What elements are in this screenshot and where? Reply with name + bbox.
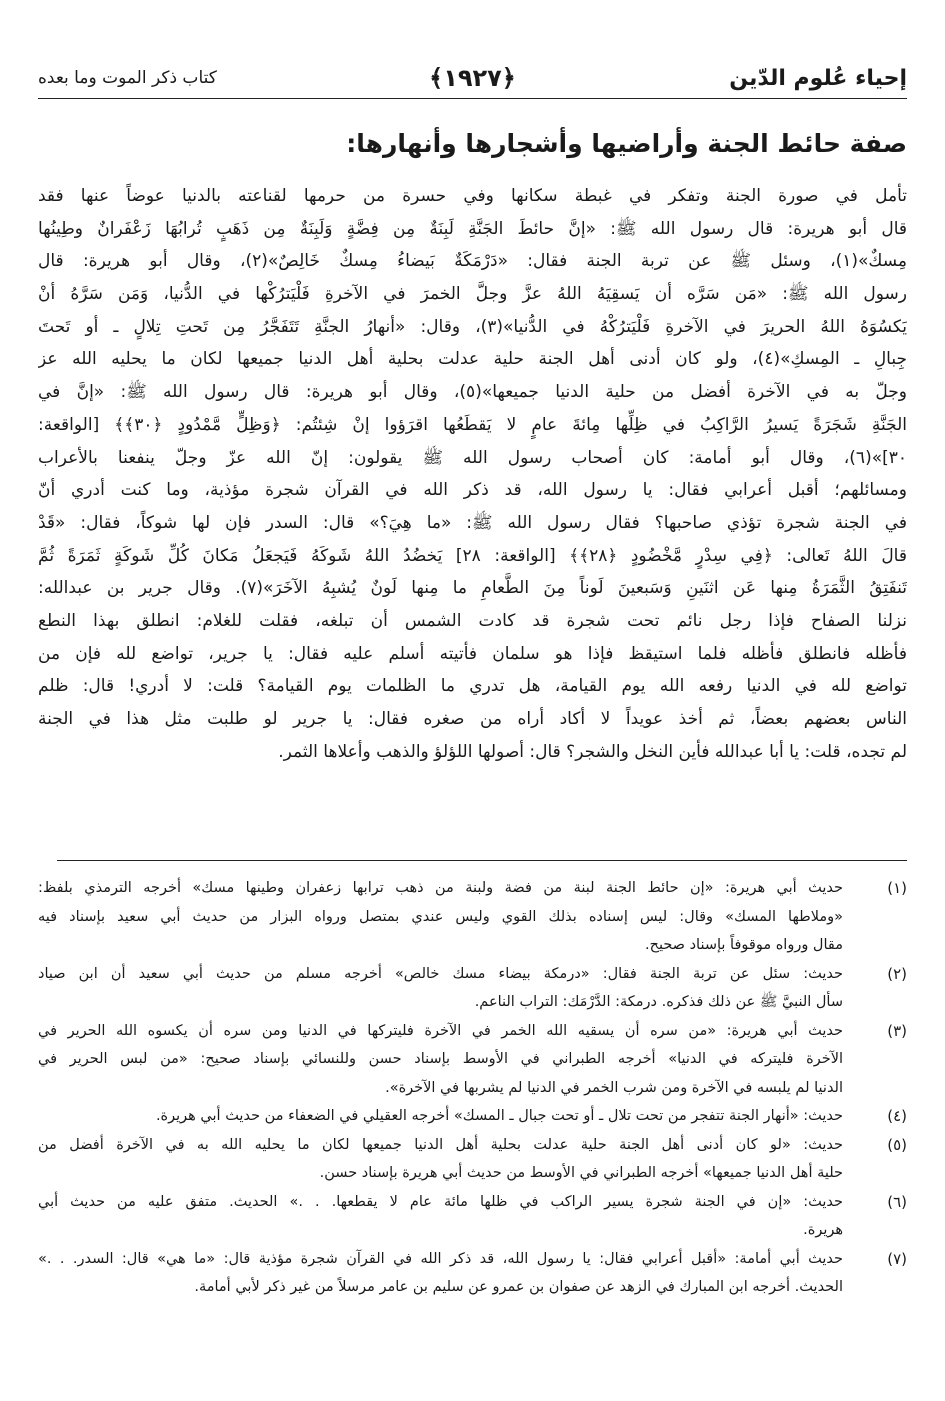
footnote-number: (٢) bbox=[887, 964, 907, 983]
footnote-text bbox=[38, 874, 843, 960]
book-title: إحياء عُلوم الدّين bbox=[729, 66, 907, 91]
footnote-line: حديث: سئل عن تربة الجنة فقال: «درمكة بيضاء مسك خالص» أخرجه مسلم من حديث أبي سعيد أن ابن صياد bbox=[38, 965, 843, 982]
footnote-number: (٤) bbox=[887, 1107, 907, 1125]
footnote-text bbox=[38, 1102, 843, 1131]
text-line: قال أبو هريرة: قال رسول الله ﷺ: «إنَّ حائطَ الجَنَّةِ لَبِنَةٌ مِن فِضَّةٍ وَلَبِنَةٌ مِن ذَهَبٍ تُرابُهَا زَعْفَرانٌ وطِينُها bbox=[38, 218, 907, 239]
footnote-line: الآخرة فليتركه في الدنيا» أخرجه الطبراني في الأوسط بإسناد حسن وللنسائي بإسناد صحيح: «من لبس الحرير في bbox=[38, 1051, 843, 1067]
footnote-line: الدنيا لم يلبسه في الآخرة ومن شرب الخمر في الدنيا لم يشربها في الآخرة». bbox=[385, 1079, 843, 1096]
text-line: مِسكٌ»(١)، وسئل ﷺ عن تربة الجنة فقال: «دَرْمَكَةٌ بَيضاءُ مِسكٌ خَالِصٌ»(٢)، وقال أبو هريرة: قال bbox=[38, 251, 907, 272]
text-line: تَنفَتِقُ الثَّمَرَةُ مِنها عَن اثنَينِ وَسَبعينَ لَوناً مِنَ الطَّعامِ ما مِنها لَونٌ يُشبِهُ الآخَرَ»(٧). وقال جرير بن عبدالله: bbox=[38, 578, 907, 599]
footnote bbox=[38, 874, 907, 960]
footnote bbox=[38, 1017, 907, 1103]
text-line: يَكسُوَهُ اللهُ الحريرَ في الآخرةِ فَلْيَترُكْهُ في الدُّنيا»(٣)، وقال: «أنهارُ الجنَّةِ تَتَفَجَّرُ مِن تَحتِ تِلالٍ ـ أو تَحتَ bbox=[38, 316, 907, 337]
footnote-line: حديث: «لو كان أدنى أهل الجنة حلية عدلت بحلية أهل الدنيا جميعها لكان ما يحليه الله به في الآخرة أفضل من bbox=[38, 1136, 843, 1153]
section-title: صفة حائط الجنة وأراضيها وأشجارها وأنهارها: bbox=[346, 129, 907, 158]
footnote-text bbox=[38, 1131, 843, 1188]
footnote bbox=[38, 1245, 907, 1302]
page-number: ﴿١٩٢٧﴾ bbox=[429, 64, 516, 92]
footnote-line: مقال ورواه موقوفاً بإسناد صحيح. bbox=[644, 937, 843, 953]
text-line: ٣٠]»(٦)، وقال أبو أمامة: كان أصحاب رسول الله ﷺ يقولون: إنّ الله عزّ وجلّ ينفعنا بالأعراب bbox=[38, 447, 907, 468]
footnote-line: الحديث. أخرجه ابن المبارك في الزهد عن صفوان بن عمرو عن سليم بن عامر مرسلاً من غير ذكر لأبي أمامة. bbox=[194, 1279, 843, 1295]
text-line: رسول الله ﷺ: «مَن سَرَّه أن يَسقِيَهُ اللهُ عزَّ وجلَّ الخمرَ في الآخرةِ فَلْيَترُكْها في الدُّنيا، وَمَن سَرَّهُ أنْ bbox=[38, 284, 907, 305]
footnote-line: «وملاطها المسك» وقال: ليس إسناده بذلك القوي وليس عندي بمتصل ورواه البزار من حديث أبي سعيد بإسناد فيه bbox=[38, 908, 843, 925]
footnote-line: حديث: «إن في الجنة شجرة يسير الراكب في ظلها مائة عام لا يقطعها. . .» الحديث. متفق عليه من حديث أبي bbox=[38, 1193, 843, 1210]
footnote-line: حديث أبي هريرة: «إن حائط الجنة لبنة من فضة ولبنة من ذهب ترابها زعفران وطينها مسك» أخرجه الترمذي بلفظ: bbox=[38, 880, 843, 896]
text-line: في الجنة شجرة تؤذي صاحبها؟ فقال رسول الله ﷺ: «ما هِيَ؟» قال: السدر فإن لها شوكاً، فقال: «قَدْ bbox=[38, 512, 907, 533]
text-line: تأمل في صورة الجنة وتفكر في غبطة سكانها وفي حسرة من حرمها لقناعته بالدنيا عوضاً عنها فقد bbox=[38, 186, 907, 206]
text-line: الجَنَّةِ شَجَرَةً يَسيرُ الرَّاكِبُ في ظِلِّها مِائةَ عامٍ لا يَقطَعُها اقرَؤوا إنْ شِئتُم: ﴿وَظِلٍّ مَّمْدُودٍ ﴿٣٠﴾﴾ [الواقعة: bbox=[38, 414, 907, 435]
text-line: نزلنا الصفاح فإذا رجل نائم تحت شجرة قد كادت الشمس أن تبلغه، فقلت للغلام: انطلق بهذا النطع bbox=[38, 610, 907, 631]
footnote-text bbox=[38, 1188, 843, 1245]
text-line: جِبالِ ـ المِسكِ»(٤)، ولو كان أدنى أهل الجنة حلية عدلت بحلية أهل الدنيا جميعها لكان ما يحليه الله عز bbox=[38, 349, 907, 370]
text-line: وجلّ به في الآخرة أفضل من حلية الدنيا جميعها»(٥)، وقال أبو هريرة: قال رسول الله ﷺ: «إنَّ في bbox=[38, 382, 907, 403]
footnote bbox=[38, 1188, 907, 1245]
footnotes bbox=[38, 874, 907, 1302]
footnote-line: حديث: «أنهار الجنة تتفجر من تحت تلال ـ أو تحت جبال ـ المسك» أخرجه العقيلي في الضعفاء من حديث أبي هريرة. bbox=[155, 1108, 843, 1124]
footnote-number: (٥) bbox=[887, 1135, 907, 1154]
text-line: قالَ اللهُ تَعالى: ﴿فِي سِدْرٍ مَّخْضُودٍ ﴿٢٨﴾﴾ [الواقعة: ٢٨] يَخضُدُ اللهُ شَوكَهُ فَيَجعَلُ مَكانَ كُلِّ شَوكَةٍ ثَمَرَةً ثُمَّ bbox=[38, 545, 907, 566]
footnote-text bbox=[38, 960, 843, 1017]
footnote-divider bbox=[57, 860, 907, 861]
footnote bbox=[38, 1131, 907, 1188]
footnote-line: حديث أبي هريرة: «من سره أن يسقيه الله الخمر في الآخرة فليتركها في الدنيا ومن سره أن يكسوه الله الحرير في bbox=[38, 1022, 843, 1039]
page-header bbox=[38, 62, 907, 99]
text-line: الناس بعضهم بعضاً، ثم أخذ عويداً لا أكاد أراه من صغره فقال: يا جرير لو طلبت مثل هذا في الجنة bbox=[38, 709, 907, 729]
footnote bbox=[38, 1102, 907, 1131]
chapter-title: كتاب ذكر الموت وما بعده bbox=[38, 68, 217, 88]
text-line: تواضع لله في الدنيا رفعه الله يوم القيامة، هل تدري ما الظلمات يوم القيامة؟ قلت: لا أدري! قال: ظلم bbox=[38, 676, 907, 697]
footnote-line: هريرة. bbox=[803, 1222, 843, 1238]
footnote-text bbox=[38, 1017, 843, 1103]
text-line: ومسائلهم؛ أقبل أعرابي فقال: يا رسول الله، قد ذكر الله في القرآن شجرة مؤذية، وما كنت أدري أنّ bbox=[38, 480, 907, 501]
text-line: فأظله فانطلق فأظله فلما استيقظ فإذا هو سلمان فأتيته أسلم عليه فقال: يا جرير، تواضع لله فإن من bbox=[38, 643, 907, 664]
footnote-number: (٣) bbox=[887, 1021, 907, 1040]
footnote-text bbox=[38, 1245, 843, 1302]
footnote-number: (٧) bbox=[887, 1249, 907, 1268]
footnote-line: حلية أهل الدنيا جميعها» أخرجه الطبراني في الأوسط من حديث أبي هريرة بإسناد حسن. bbox=[319, 1165, 843, 1181]
text-line: لم تجده، قلت: يا أبا عبدالله فأين النخل والشجر؟ قال: أصولها اللؤلؤ والذهب وأعلاها الثمر. bbox=[278, 741, 907, 762]
footnote bbox=[38, 960, 907, 1017]
footnote-number: (٦) bbox=[887, 1192, 907, 1211]
footnote-number: (١) bbox=[887, 879, 907, 897]
main-text bbox=[38, 180, 907, 768]
footnote-line: حديث أبي أمامة: «أقبل أعرابي فقال: يا رسول الله، قد ذكر الله في القرآن شجرة مؤذية قال: «ما هي» قال: السدر. . .» bbox=[38, 1250, 843, 1267]
footnote-line: سأل النبيَّ ﷺ عن ذلك فذكره. درمكة: الدَّرْمَك: التراب الناعم. bbox=[474, 994, 843, 1010]
